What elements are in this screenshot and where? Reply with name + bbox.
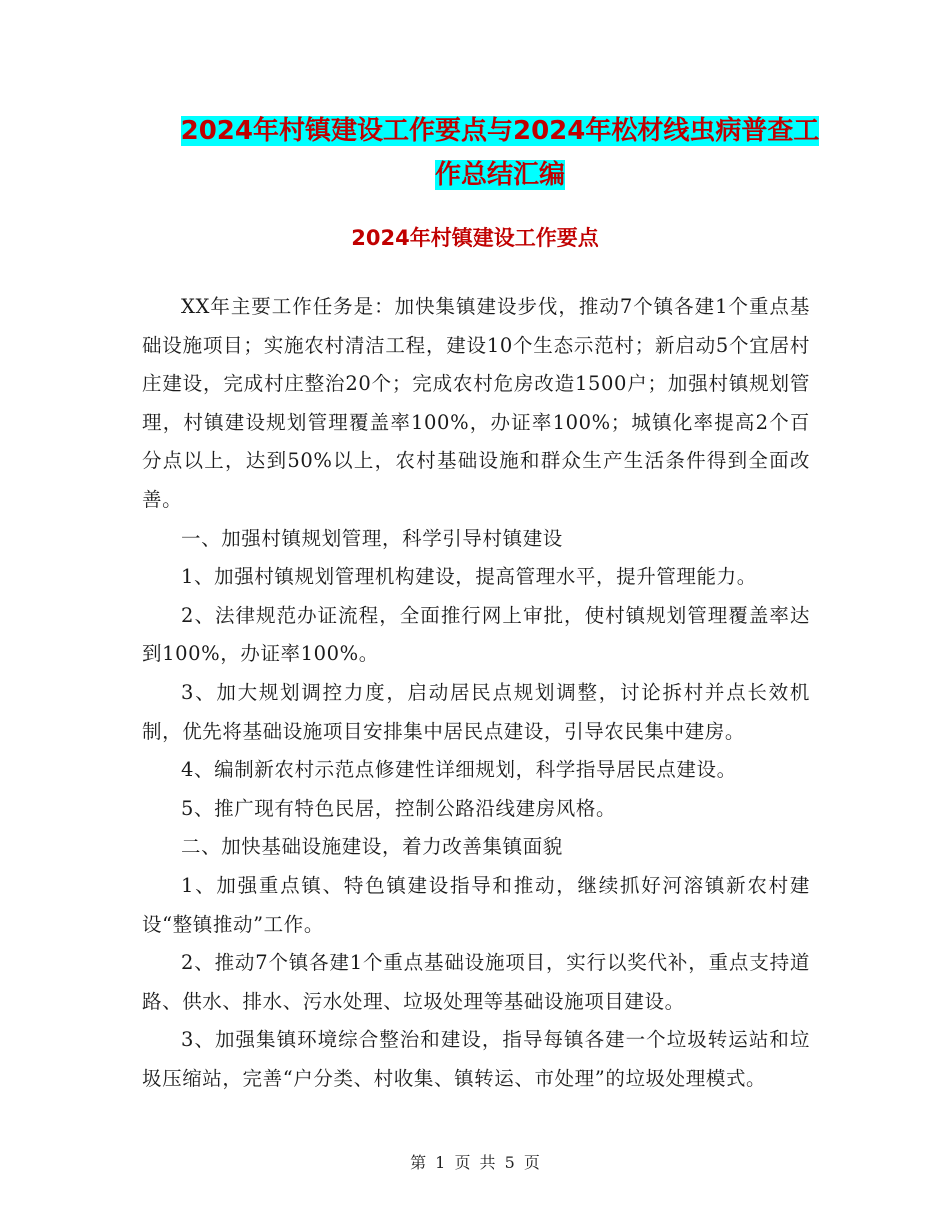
document-title-line-2: 作总结汇编 [434,160,565,190]
document-title-line-1: 2024年村镇建设工作要点与2024年松材线虫病普查工 [180,116,820,146]
document-body [142,288,810,1098]
paragraph-item: 2、推动7个镇各建1个重点基础设施项目，实行以奖代补，重点支持道路、供水、排水、污水处理、垃圾处理等基础设施项目建设。 [142,951,810,1013]
paragraph-heading-1: 一、加强村镇规划管理，科学引导村镇建设 [181,526,563,550]
paragraph-item: 2、法律规范办证流程，全面推行网上审批，使村镇规划管理覆盖率达到100%，办证率100%。 [142,603,810,666]
paragraph-heading-2: 二、加快基础设施建设，着力改善集镇面貌 [181,835,563,859]
paragraph-item: 1、加强村镇规划管理机构建设，提高管理水平，提升管理能力。 [181,565,757,589]
paragraph-item: 5、推广现有特色民居，控制公路沿线建房风格。 [181,796,617,820]
paragraph-item: 1、加强重点镇、特色镇建设指导和推动，继续抓好河溶镇新农村建设“整镇推动”工作。 [142,873,810,936]
paragraph-item: 3、加大规划调控力度，启动居民点规划调整，讨论拆村并点长效机制，优先将基础设施项目安排集中居民点建设，引导农民集中建房。 [142,680,810,743]
page-number-footer: 第 1 页 共 5 页 [410,1153,540,1172]
paragraph-item: 3、加强集镇环境综合整治和建设，指导每镇各建一个垃圾转运站和垃圾压缩站，完善“户分类、村收集、镇转运、市处理”的垃圾处理模式。 [142,1028,810,1090]
section-title: 2024年村镇建设工作要点 [351,226,599,250]
paragraph-item: 4、编制新农村示范点修建性详细规划，科学指导居民点建设。 [181,758,737,782]
paragraph-intro: XX年主要工作任务是：加快集镇建设步伐，推动7个镇各建1个重点基础设施项目；实施农村清洁工程，建设10个生态示范村；新启动5个宜居村庄建设，完成村庄整治20个；完成农村危房改造1500户；加强村镇规划管理，村镇建设规划管理覆盖率100%，办证率100%；城镇化率提高2个百分点以上，达到50%以上，农村基础设施和群众生产生活条件得到全面改善。 [142,295,810,511]
